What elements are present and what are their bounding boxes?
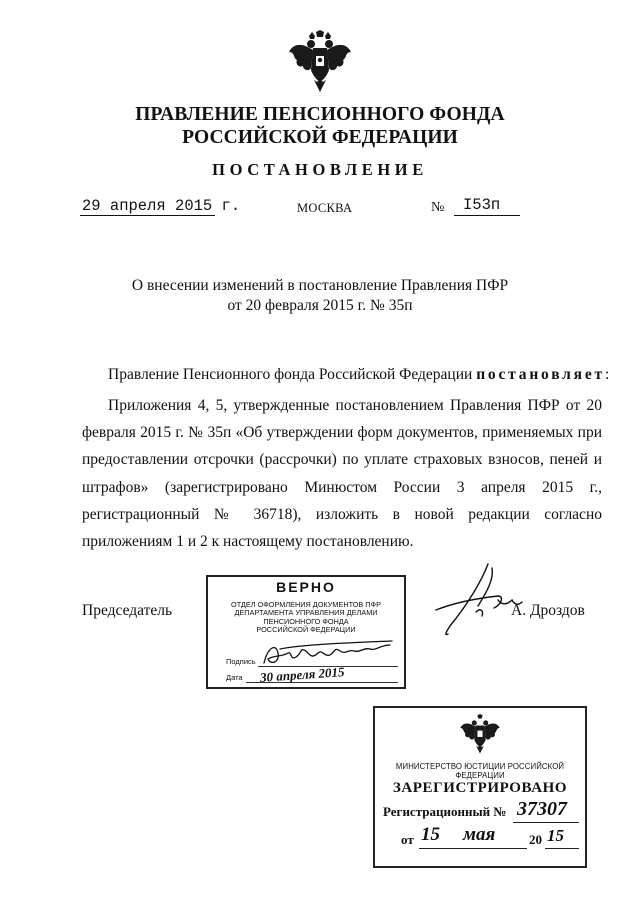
number-underline <box>454 215 520 216</box>
stamp-reg-label: Регистрационный № <box>383 804 507 819</box>
org-name-line1: ПРАВЛЕНИЕ ПЕНСИОННОГО ФОНДА <box>135 104 505 125</box>
document-number: I53п <box>463 196 501 214</box>
stamp-month: мая <box>463 824 496 845</box>
resolution-intro <box>108 366 609 384</box>
emblem-eagle-icon <box>287 30 353 96</box>
org-name-line2: РОССИЙСКОЙ ФЕДЕРАЦИИ <box>182 127 458 148</box>
registration-stamp <box>373 706 587 868</box>
stamp-ministry: МИНИСТЕРСТВО ЮСТИЦИИ РОССИЙСКОЙ ФЕДЕРАЦИИ <box>395 762 565 780</box>
handwritten-signature <box>428 560 538 640</box>
stamp-dept-line2: ДЕПАРТАМЕНТА УПРАВЛЕНИЯ ДЕЛАМИ <box>234 608 378 618</box>
stamp-date-line <box>419 848 527 849</box>
signer-title: Председатель <box>82 602 173 619</box>
stamp-year-suffix: 15 <box>547 826 564 845</box>
stamp-day: 15 <box>421 824 440 845</box>
resolution-paragraph: Приложения 4, 5, утвержденные постановлением Правления ПФР от 20 февраля 2015 г. № 35п «Об утверждении форм документов, применяемых при предоставлении отсрочки (рассрочки) по уплате страховых взносов, пеней и штрафов» (зарегистрировано Минюстом России 3 апреля 2015 г., регистрационный № 36718), изложить в новой редакции согласно приложениям 1 и 2 к настоящему постановлению. <box>82 397 602 551</box>
stamp-registered-title: ЗАРЕГИСТРИРОВАНО <box>392 780 568 796</box>
stamp-department <box>212 601 400 635</box>
subject-line1: О внесении изменений в постановление Правления ПФР <box>131 277 509 294</box>
stamp-emblem-eagle-icon <box>459 714 501 756</box>
stamp-reg-number: 37307 <box>517 798 567 820</box>
intro-prefix: Правление Пенсионного фонда Российской Федерации <box>108 366 473 383</box>
stamp-from-label: от <box>401 832 414 847</box>
stamp-date-label: Дата <box>226 673 243 682</box>
stamp-heading: ВЕРНО <box>276 579 336 595</box>
document-type: ПОСТАНОВЛЕНИЕ <box>212 160 428 179</box>
date-underline <box>80 215 215 216</box>
stamp-dept-line3: ПЕНСИОННОГО ФОНДА <box>263 616 349 626</box>
stamp-dept-line1: ОТДЕЛ ОФОРМЛЕНИЯ ДОКУМЕНТОВ ПФР <box>231 600 381 609</box>
intro-verb: постановляет <box>476 366 605 383</box>
intro-suffix: : <box>604 366 610 383</box>
stamp-year-line <box>545 848 579 849</box>
signer-name: А. Дроздов <box>511 602 585 619</box>
document-city: МОСКВА <box>297 201 353 215</box>
stamp-dept-line4: РОССИЙСКОЙ ФЕДЕРАЦИИ <box>256 625 356 635</box>
stamp-handwritten-date: 30 апреля 2015 <box>259 664 345 685</box>
stamp-year-prefix: 20 <box>529 832 542 847</box>
number-sign: № <box>431 200 445 215</box>
stamp-sign-label: Подпись <box>226 657 256 666</box>
document-date: 29 апреля 2015 г. <box>82 197 241 215</box>
subject-line2: от 20 февраля 2015 г. № 35п <box>227 297 413 314</box>
stamp-reg-line <box>513 822 579 823</box>
certified-copy-stamp <box>206 575 406 689</box>
